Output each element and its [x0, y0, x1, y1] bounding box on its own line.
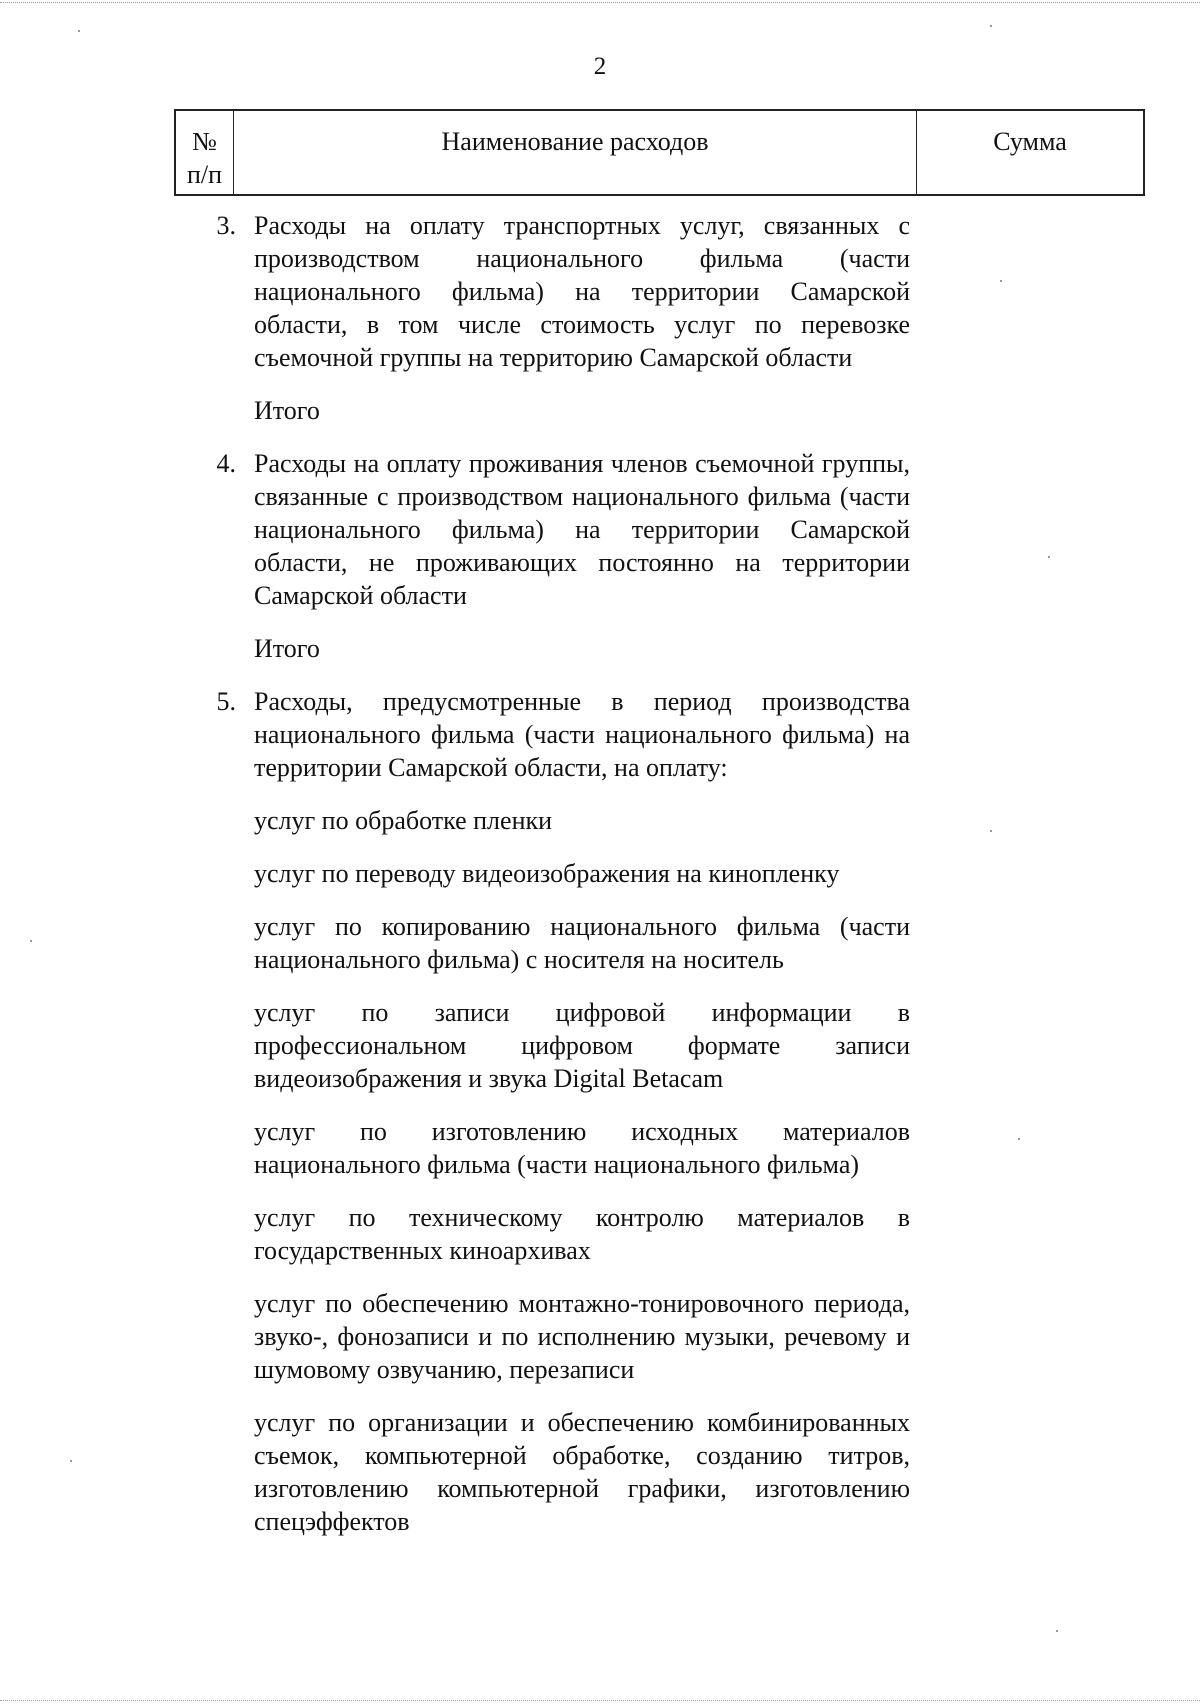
column-header-number-label: № п/п [186, 127, 223, 189]
expense-subitem: услуг по переводу видеоизображения на кинопленку [254, 859, 840, 888]
expense-item-number: 5. [216, 687, 236, 716]
expense-item-4 [180, 447, 910, 612]
expense-subitem: услуг по обеспечению монтажно-тонировочного периода, звуко-, фонозаписи и по исполнению музыки, речевому и шумовому озвучанию, перезаписи [254, 1289, 910, 1384]
expenses-table-header [174, 109, 1145, 196]
column-header-name-label: Наименование расходов [441, 127, 709, 156]
column-header-sum [917, 111, 1143, 194]
expenses-list [180, 209, 910, 1558]
expense-item-3 [180, 209, 910, 374]
expense-subitem: услуг по копированию национального фильма (части национального фильма) с носителя на носитель [254, 912, 910, 974]
expense-subitem: услуг по техническому контролю материалов в государственных киноархивах [254, 1203, 910, 1265]
expense-subitem: услуг по изготовлению исходных материалов национального фильма (части национального фильма) [254, 1117, 910, 1179]
scan-speck [78, 30, 80, 32]
total-label: Итого [254, 634, 320, 663]
column-header-name [234, 111, 917, 194]
scan-speck [990, 830, 992, 832]
scan-speck [70, 1460, 72, 1462]
scan-speck [1048, 556, 1050, 558]
column-header-sum-label: Сумма [993, 127, 1067, 156]
expense-item-5 [180, 685, 910, 784]
scan-edge-top [0, 2, 1200, 3]
scan-speck [1056, 1630, 1058, 1632]
expense-item-text: Расходы на оплату транспортных услуг, связанных с производством национального фильма (части национального фильма) на территории Самарской области, в том числе стоимость услуг по перевозке съемочной группы на территорию Самарской области [254, 211, 910, 372]
page-number: 2 [593, 53, 607, 80]
total-label: Итого [254, 396, 320, 425]
expense-subitem: услуг по записи цифровой информации в профессиональном цифровом формате записи видеоизображения и звука Digital Betacam [254, 998, 910, 1093]
expense-item-text: Расходы на оплату проживания членов съемочной группы, связанные с производством национального фильма (части национального фильма) на территории Самарской области, не проживающих постоянно на территории Самарской области [254, 449, 910, 610]
expense-item-number: 4. [216, 449, 236, 478]
expense-subitem: услуг по обработке пленки [254, 806, 553, 835]
scan-speck [30, 940, 32, 942]
scan-speck [990, 25, 992, 27]
scan-edge-bottom [0, 1700, 1200, 1701]
expense-subitem: услуг по организации и обеспечению комбинированных съемок, компьютерной обработке, созданию титров, изготовлению компьютерной графики, изготовлению спецэффектов [254, 1408, 910, 1536]
column-header-number [176, 111, 234, 194]
expense-item-text: Расходы, предусмотренные в период производства национального фильма (части национального фильма) на территории Самарской области, на оплату: [254, 687, 910, 782]
scan-speck [1000, 280, 1002, 282]
scan-speck [1018, 1138, 1020, 1140]
expense-item-number: 3. [216, 211, 236, 240]
